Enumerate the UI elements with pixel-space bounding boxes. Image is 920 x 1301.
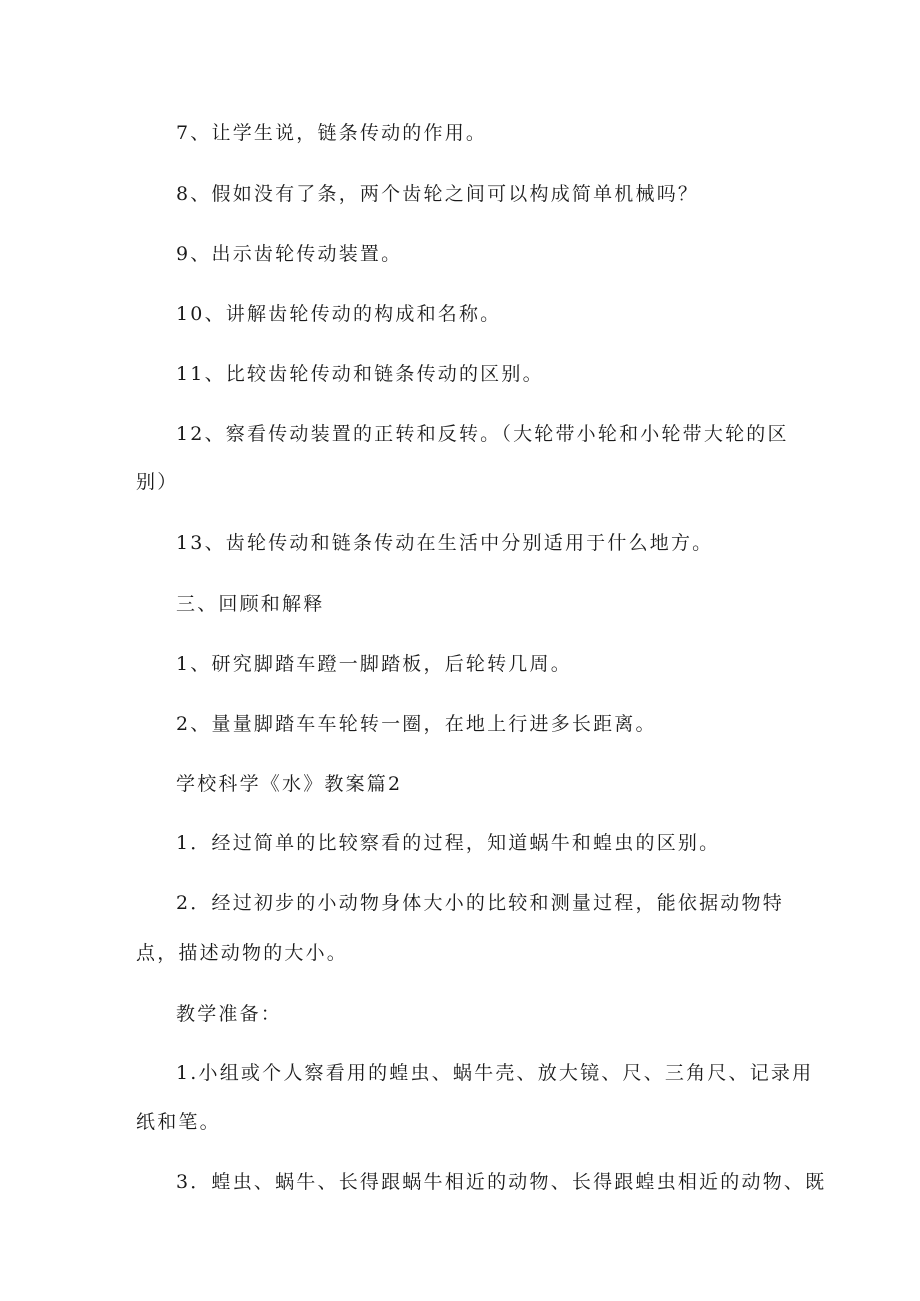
paragraph-goal-2-cont: 点，描述动物的大小。: [136, 942, 349, 964]
paragraph-goal-2: 2．经过初步的小动物身体大小的比较和测量过程，能依据动物特: [176, 892, 784, 914]
paragraph-step-13: 13、齿轮传动和链条传动在生活中分别适用于什么地方。: [176, 532, 714, 554]
paragraph-step-7: 7、让学生说，链条传动的作用。: [176, 122, 488, 144]
section-heading-review: 三、回顾和解释: [176, 593, 325, 615]
paragraph-step-11: 11、比较齿轮传动和链条传动的区别。: [176, 363, 544, 385]
paragraph-step-12: 12、察看传动装置的正转和反转。（大轮带小轮和小轮带大轮的区: [176, 423, 789, 445]
paragraph-step-10: 10、讲解齿轮传动的构成和名称。: [176, 303, 502, 325]
paragraph-step-9: 9、出示齿轮传动装置。: [176, 243, 403, 265]
paragraph-review-2: 2、量量脚踏车车轮转一圈，在地上行进多长距离。: [176, 713, 657, 735]
paragraph-prep-1-cont: 纸和笔。: [136, 1111, 221, 1133]
paragraph-prep-3: 3．蝗虫、蜗牛、长得跟蜗牛相近的动物、长得跟蝗虫相近的动物、既: [176, 1171, 827, 1193]
paragraph-review-1: 1、研究脚踏车蹬一脚踏板，后轮转几周。: [176, 653, 572, 675]
section-title-lesson-2: 学校科学《水》教案篇2: [176, 773, 403, 795]
section-heading-preparation: 教学准备：: [176, 1003, 283, 1025]
paragraph-step-8: 8、假如没有了条，两个齿轮之间可以构成简单机械吗？: [176, 183, 700, 205]
paragraph-prep-1: 1.小组或个人察看用的蝗虫、蜗牛壳、放大镜、尺、三角尺、记录用: [176, 1062, 814, 1084]
paragraph-goal-1: 1．经过简单的比较察看的过程，知道蜗牛和蝗虫的区别。: [176, 832, 721, 854]
paragraph-step-12-cont: 别）: [136, 471, 179, 493]
